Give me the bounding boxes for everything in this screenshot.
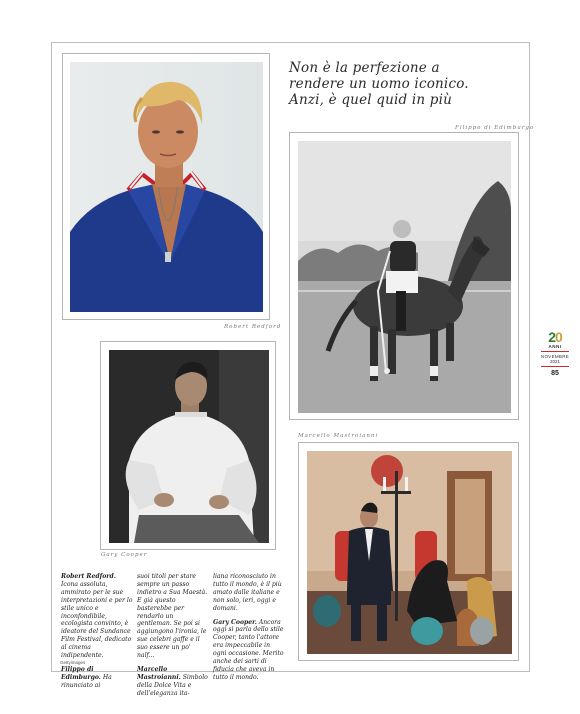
- text-cooper: Ancora oggi si parla dello stile Cooper, tanto l'attore era impeccabile in ogni occasione. Merito anche dei sarti di fiducia che aveva in tutto il mondo.: [213, 618, 284, 681]
- cooper-photo[interactable]: [109, 350, 269, 543]
- name-filippo: Filippo di Edimburgo.: [61, 665, 101, 681]
- name-mastroianni: Marcello Mastroianni.: [137, 665, 181, 681]
- paragraph-mastroianni-cont: [213, 573, 285, 613]
- name-cooper: Gary Cooper.: [213, 618, 257, 626]
- cooper-photo-frame: [100, 341, 276, 550]
- headline: [289, 60, 519, 108]
- caption-filippo: Filippo di Edimburgo: [455, 125, 535, 131]
- text-filippo: Ha rinunciato ai: [61, 673, 112, 689]
- redford-photo-frame: [62, 53, 270, 320]
- issue-month: NOVEMBRE: [540, 354, 570, 359]
- issue-year: 2021: [549, 359, 560, 364]
- name-redford: Robert Redford.: [61, 573, 116, 580]
- anniversary-logo: [538, 330, 572, 377]
- caption-redford: Robert Redford: [224, 324, 282, 330]
- text-filippo-cont: suoi titoli per stare sempre un passo indietro a Sua Maestà. E già questo basterebbe per rendarlo un gentleman. Se poi si aggiungono l'ironia, le sue celebri gaffe e il suo essere un po' naïf...: [137, 573, 208, 660]
- paragraph-filippo-cont: [137, 573, 209, 660]
- body-column-1: [61, 573, 133, 696]
- text-redford: Icona assoluta, ammirato per le sue interpretazioni e per lo stile unico e inconfondibile, ecologista convinto, è ideatore del Sundance Film Festival, dedicato al cinema indipendente.: [61, 580, 133, 660]
- text-mastroianni: Simbolo della Dolce Vita e dell'eleganza ita-: [137, 673, 208, 697]
- mastroianni-photo-frame: [298, 442, 519, 661]
- logo-number: [538, 330, 572, 344]
- mastroianni-photo[interactable]: [307, 451, 512, 654]
- caption-mastroianni: Marcello Mastroianni: [298, 433, 379, 439]
- page-number: 85: [551, 370, 559, 377]
- logo-divider-2: [541, 366, 569, 367]
- paragraph-redford: [61, 573, 133, 660]
- body-column-2: [137, 573, 209, 704]
- paragraph-cooper: [213, 619, 285, 682]
- photo-credit: Gettyimages: [60, 660, 86, 665]
- logo-divider: [541, 351, 569, 352]
- paragraph-mastroianni: [137, 666, 209, 698]
- body-column-3: [213, 573, 285, 688]
- headline-line-1: Non è la perfezione a: [289, 60, 440, 76]
- filippo-photo[interactable]: [298, 141, 511, 413]
- logo-anni: ANNI: [548, 344, 562, 349]
- redford-photo[interactable]: [70, 62, 263, 312]
- paragraph-filippo: [61, 666, 133, 690]
- caption-cooper: Gary Cooper: [101, 552, 148, 558]
- logo-digit-zero: 0: [555, 329, 562, 345]
- headline-line-3: Anzi, è quel quid in più: [289, 92, 453, 108]
- headline-line-2: rendere un uomo iconico.: [289, 76, 469, 92]
- logo-digit-two: 2: [548, 329, 555, 345]
- text-mastroianni-cont: liana riconosciuto in tutto il mondo, è il più amato dalle italiane e non solo, ieri, oggi e domani.: [213, 573, 282, 612]
- filippo-photo-frame: [289, 132, 519, 420]
